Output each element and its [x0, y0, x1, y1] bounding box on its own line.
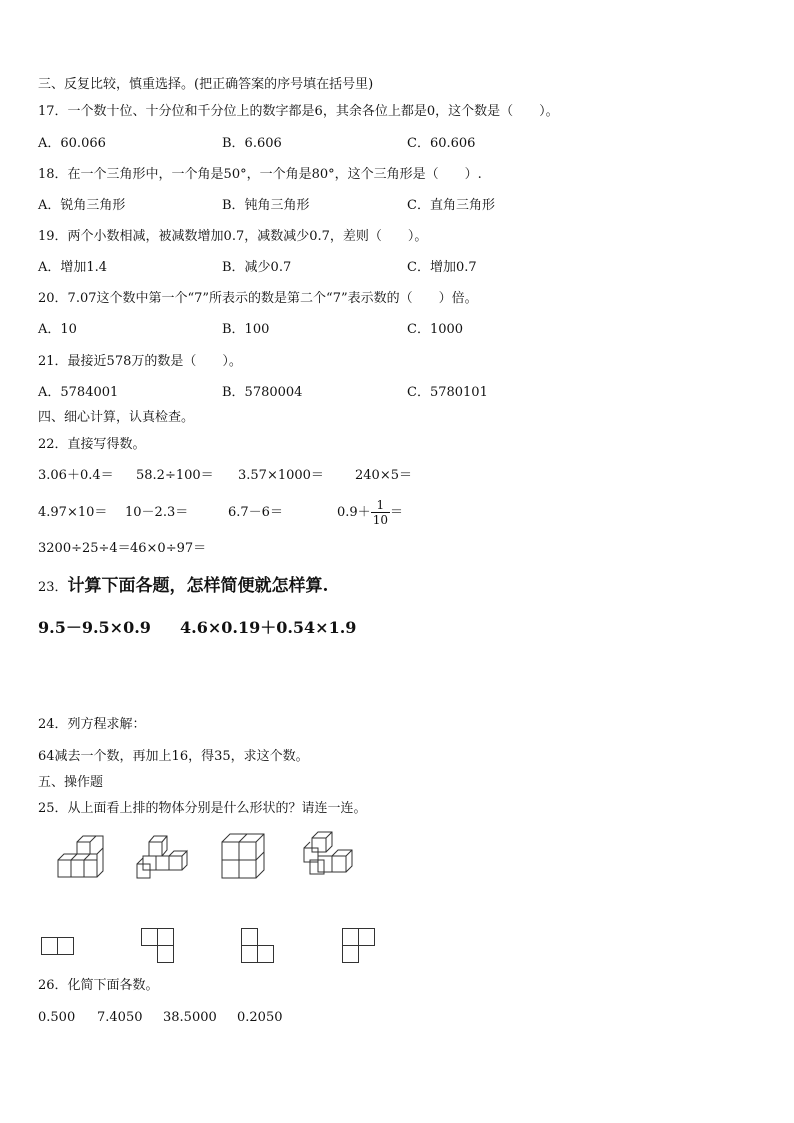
section4-heading: 四、细心计算，认真检查。	[38, 410, 195, 425]
q23-stem: 计算下面各题，怎样简便就怎样算.	[67, 576, 329, 596]
q22-item: 6.7－6＝	[228, 505, 283, 520]
q24-stem: 24．列方程求解：	[38, 717, 146, 732]
cube-figure-3	[222, 834, 268, 880]
q22-item: 10－2.3＝	[125, 505, 189, 520]
q18-option-a: A．锐角三角形	[38, 198, 126, 213]
fraction-suffix: ＝	[389, 505, 403, 520]
section5-heading: 五、操作题	[38, 775, 104, 790]
q25-stem: 25．从上面看上排的物体分别是什么形状的？请连一连。	[38, 801, 367, 816]
q19-option-c: C．增加0.7	[407, 260, 477, 275]
q22-item: 4.97×10＝	[38, 505, 108, 520]
q23-line	[38, 574, 328, 598]
q20-option-a: A．10	[38, 322, 77, 337]
fraction-prefix: 0.9＋	[337, 505, 371, 520]
q19-option-a: A．增加1.4	[38, 260, 108, 275]
q17-stem: 17．一个数十位、十分位和千分位上的数字都是6，其余各位上都是0，这个数是（ ）。	[38, 104, 559, 119]
q23-expression-1: 9.5－9.5×0.9	[38, 618, 151, 637]
q21-option-b: B．5780004	[222, 385, 303, 400]
cube-figure-4	[302, 830, 352, 880]
q19-option-b: B．减少0.7	[222, 260, 292, 275]
q17-option-c: C．60.606	[407, 136, 476, 151]
q20-option-b: B．100	[222, 322, 270, 337]
q26-number: 0.2050	[237, 1010, 283, 1025]
q18-option-c: C．直角三角形	[407, 198, 495, 213]
q18-stem: 18．在一个三角形中，一个角是50°，一个角是80°，这个三角形是（ ）.	[38, 167, 482, 182]
top-view-shape-4	[342, 928, 378, 966]
q23-expression-2: 4.6×0.19＋0.54×1.9	[180, 618, 357, 637]
fraction-denominator: 10	[372, 513, 388, 527]
q17-option-b: B．6.606	[222, 136, 282, 151]
top-view-shape-2	[141, 928, 177, 966]
q20-stem: 20．7.07这个数中第一个“7”所表示的数是第二个“7”表示数的（ ）倍。	[38, 291, 478, 306]
cube-figure-2	[137, 836, 187, 882]
q20-option-c: C．1000	[407, 322, 464, 337]
section3-heading: 三、反复比较，慎重选择。(把正确答案的序号填在括号里)	[38, 77, 374, 92]
q21-option-c: C．5780101	[407, 385, 488, 400]
q22-stem: 22．直接写得数。	[38, 437, 146, 452]
q23-number: 23．	[38, 580, 68, 595]
cube-figure-1	[58, 842, 103, 882]
q21-option-a: A．5784001	[38, 385, 119, 400]
top-view-shape-1	[41, 937, 76, 957]
q17-option-a: A．60.066	[38, 136, 106, 151]
q24-text: 64减去一个数，再加上16，得35，求这个数。	[38, 749, 309, 764]
q26-number: 7.4050	[97, 1010, 143, 1025]
q22-item: 3.57×1000＝	[238, 468, 324, 483]
fraction-numerator: 1	[371, 498, 390, 513]
q22-item: 58.2÷100＝	[136, 468, 214, 483]
q21-stem: 21．最接近578万的数是（ ）。	[38, 354, 242, 369]
q22-item: 3200÷25÷4＝	[38, 541, 131, 556]
q26-number: 0.500	[38, 1010, 76, 1025]
q22-item: 46×0÷97＝	[130, 541, 207, 556]
q22-item: 3.06＋0.4＝	[38, 468, 114, 483]
q18-option-b: B．钝角三角形	[222, 198, 310, 213]
q26-number: 38.5000	[163, 1010, 217, 1025]
q22-item: 240×5＝	[355, 468, 412, 483]
q26-stem: 26．化简下面各数。	[38, 978, 159, 993]
q22-fraction-item	[337, 493, 403, 533]
q19-stem: 19．两个小数相减，被减数增加0.7，减数减少0.7，差则（ ）。	[38, 229, 428, 244]
top-view-shape-3	[241, 928, 277, 966]
fraction	[371, 498, 390, 527]
